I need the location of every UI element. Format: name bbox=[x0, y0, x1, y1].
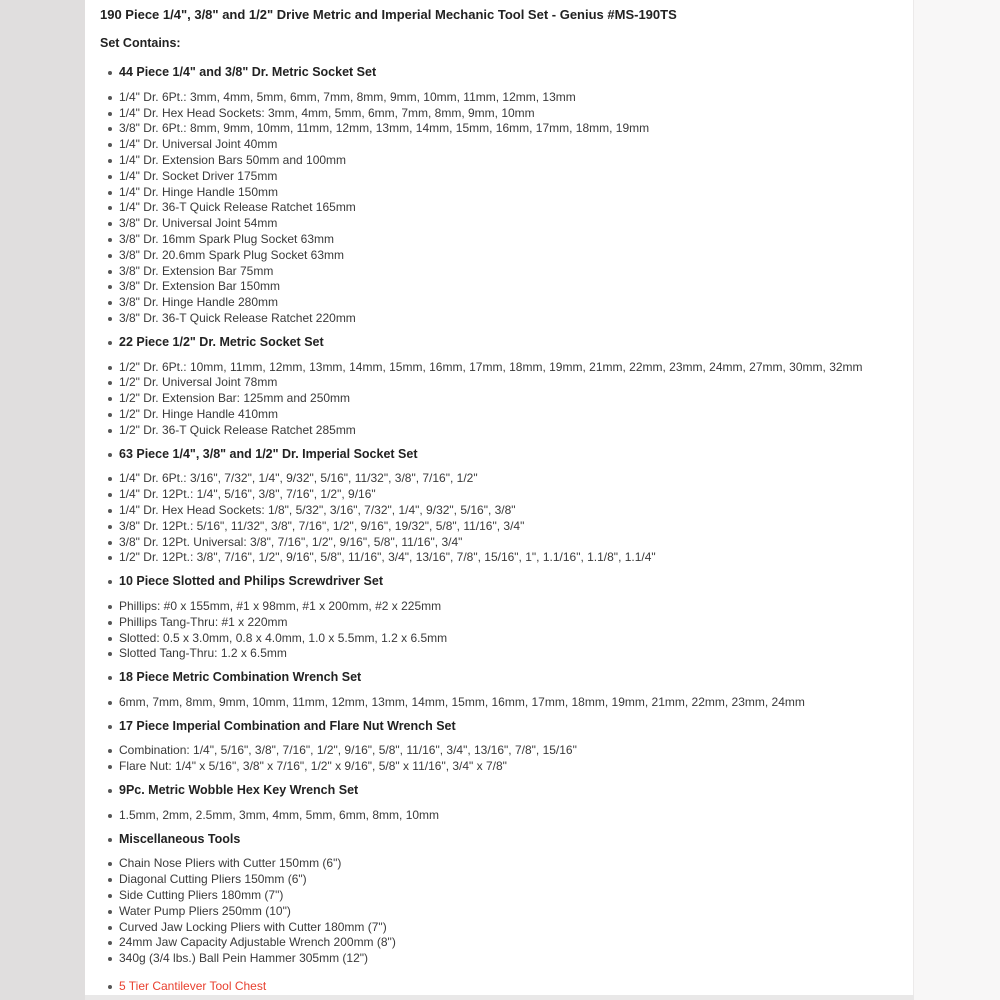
list-item: 3/8" Dr. Universal Joint 54mm bbox=[100, 216, 905, 232]
set-contains-label: Set Contains: bbox=[100, 36, 181, 50]
list-item: Water Pump Pliers 250mm (10") bbox=[100, 904, 905, 920]
section bbox=[100, 65, 905, 327]
section bbox=[100, 447, 905, 567]
section-items bbox=[100, 743, 905, 775]
section bbox=[100, 335, 905, 439]
list-item: 1/4" Dr. 12Pt.: 1/4", 5/16", 3/8", 7/16", 1/2", 9/16" bbox=[100, 487, 905, 503]
list-item: 1/2" Dr. Extension Bar: 125mm and 250mm bbox=[100, 391, 905, 407]
section bbox=[100, 574, 905, 662]
list-item: Slotted: 0.5 x 3.0mm, 0.8 x 4.0mm, 1.0 x 5.5mm, 1.2 x 6.5mm bbox=[100, 631, 905, 647]
list-item: 1/2" Dr. Hinge Handle 410mm bbox=[100, 407, 905, 423]
section-items bbox=[100, 90, 905, 327]
list-item: 3/8" Dr. Extension Bar 150mm bbox=[100, 279, 905, 295]
section-header: 10 Piece Slotted and Philips Screwdriver Set bbox=[100, 574, 905, 590]
list-item: Phillips: #0 x 155mm, #1 x 98mm, #1 x 200mm, #2 x 225mm bbox=[100, 599, 905, 615]
list-item: Phillips Tang-Thru: #1 x 220mm bbox=[100, 615, 905, 631]
list-item: 3/8" Dr. 36-T Quick Release Ratchet 220mm bbox=[100, 311, 905, 327]
list-item: 3/8" Dr. 12Pt.: 5/16", 11/32", 3/8", 7/16", 1/2", 9/16", 19/32", 5/8", 11/16", 3/4" bbox=[100, 519, 905, 535]
list-item: 1/2" Dr. Universal Joint 78mm bbox=[100, 375, 905, 391]
list-item: 1/4" Dr. Hex Head Sockets: 1/8", 5/32", 3/16", 7/32", 1/4", 9/32", 5/16", 3/8" bbox=[100, 503, 905, 519]
section-header: 44 Piece 1/4" and 3/8" Dr. Metric Socket Set bbox=[100, 65, 905, 81]
section bbox=[100, 670, 905, 711]
list-item: 3/8" Dr. 12Pt. Universal: 3/8", 7/16", 1/2", 9/16", 5/8", 11/16", 3/4" bbox=[100, 535, 905, 551]
section-items bbox=[100, 808, 905, 824]
list-item: 3/8" Dr. 16mm Spark Plug Socket 63mm bbox=[100, 232, 905, 248]
list-item: 1/2" Dr. 6Pt.: 10mm, 11mm, 12mm, 13mm, 14mm, 15mm, 16mm, 17mm, 18mm, 19mm, 21mm, 22mm, 23mm, 24mm, 27mm, 30mm, 32mm bbox=[100, 360, 905, 376]
section-header: 17 Piece Imperial Combination and Flare Nut Wrench Set bbox=[100, 719, 905, 735]
list-item: 24mm Jaw Capacity Adjustable Wrench 200mm (8") bbox=[100, 935, 905, 951]
list-item: 3/8" Dr. 20.6mm Spark Plug Socket 63mm bbox=[100, 248, 905, 264]
list-item: 3/8" Dr. Extension Bar 75mm bbox=[100, 264, 905, 280]
list-item: 1/2" Dr. 12Pt.: 3/8", 7/16", 1/2", 9/16", 5/8", 11/16", 3/4", 13/16", 7/8", 15/16", 1", 1.1/16", 1.1/8", 1.1/4" bbox=[100, 550, 905, 566]
section bbox=[100, 832, 905, 967]
list-item: 340g (3/4 lbs.) Ball Pein Hammer 305mm (12") bbox=[100, 951, 905, 967]
section bbox=[100, 719, 905, 775]
list-item: Flare Nut: 1/4" x 5/16", 3/8" x 7/16", 1/2" x 9/16", 5/8" x 11/16", 3/4" x 7/8" bbox=[100, 759, 905, 775]
bottom-margin-band bbox=[85, 995, 914, 1000]
list-item: Slotted Tang-Thru: 1.2 x 6.5mm bbox=[100, 646, 905, 662]
section-items bbox=[100, 471, 905, 566]
list-item: 1/4" Dr. Extension Bars 50mm and 100mm bbox=[100, 153, 905, 169]
list-item: 1.5mm, 2mm, 2.5mm, 3mm, 4mm, 5mm, 6mm, 8mm, 10mm bbox=[100, 808, 905, 824]
list-item: 1/4" Dr. Universal Joint 40mm bbox=[100, 137, 905, 153]
list-item: 1/4" Dr. 6Pt.: 3mm, 4mm, 5mm, 6mm, 7mm, 8mm, 9mm, 10mm, 11mm, 12mm, 13mm bbox=[100, 90, 905, 106]
list-item: 1/4" Dr. Socket Driver 175mm bbox=[100, 169, 905, 185]
bullet-icon bbox=[108, 985, 112, 989]
tool-chest-link-row bbox=[100, 979, 905, 995]
section-items bbox=[100, 599, 905, 662]
list-item: Combination: 1/4", 5/16", 3/8", 7/16", 1/2", 9/16", 5/8", 11/16", 3/4", 13/16", 7/8", 15/16" bbox=[100, 743, 905, 759]
list-item: 1/4" Dr. 36-T Quick Release Ratchet 165mm bbox=[100, 200, 905, 216]
page-title: 190 Piece 1/4", 3/8" and 1/2" Drive Metric and Imperial Mechanic Tool Set - Genius #MS-190TS bbox=[100, 7, 677, 22]
list-item: Side Cutting Pliers 180mm (7") bbox=[100, 888, 905, 904]
list-item: 3/8" Dr. 6Pt.: 8mm, 9mm, 10mm, 11mm, 12mm, 13mm, 14mm, 15mm, 16mm, 17mm, 18mm, 19mm bbox=[100, 121, 905, 137]
list-item: Curved Jaw Locking Pliers with Cutter 180mm (7") bbox=[100, 920, 905, 936]
list-item: 1/4" Dr. 6Pt.: 3/16", 7/32", 1/4", 9/32", 5/16", 11/32", 3/8", 7/16", 1/2" bbox=[100, 471, 905, 487]
list-item: 6mm, 7mm, 8mm, 9mm, 10mm, 11mm, 12mm, 13mm, 14mm, 15mm, 16mm, 17mm, 18mm, 19mm, 21mm, 22mm, 23mm, 24mm bbox=[100, 695, 905, 711]
sections-container bbox=[100, 65, 905, 967]
section-header: 9Pc. Metric Wobble Hex Key Wrench Set bbox=[100, 783, 905, 799]
list-item: 3/8" Dr. Hinge Handle 280mm bbox=[100, 295, 905, 311]
section-items bbox=[100, 360, 905, 439]
section-items bbox=[100, 856, 905, 967]
section-items bbox=[100, 695, 905, 711]
section bbox=[100, 783, 905, 824]
section-header: 63 Piece 1/4", 3/8" and 1/2" Dr. Imperial Socket Set bbox=[100, 447, 905, 463]
list-item: Chain Nose Pliers with Cutter 150mm (6") bbox=[100, 856, 905, 872]
left-margin-band bbox=[0, 0, 85, 1000]
list-item: 1/4" Dr. Hinge Handle 150mm bbox=[100, 185, 905, 201]
list-item: Diagonal Cutting Pliers 150mm (6") bbox=[100, 872, 905, 888]
section-header: 22 Piece 1/2" Dr. Metric Socket Set bbox=[100, 335, 905, 351]
content-page bbox=[85, 0, 914, 995]
section-header: 18 Piece Metric Combination Wrench Set bbox=[100, 670, 905, 686]
list-item: 1/2" Dr. 36-T Quick Release Ratchet 285mm bbox=[100, 423, 905, 439]
section-header: Miscellaneous Tools bbox=[100, 832, 905, 848]
list-item: 1/4" Dr. Hex Head Sockets: 3mm, 4mm, 5mm, 6mm, 7mm, 8mm, 9mm, 10mm bbox=[100, 106, 905, 122]
tool-chest-link[interactable]: 5 Tier Cantilever Tool Chest bbox=[119, 979, 267, 994]
